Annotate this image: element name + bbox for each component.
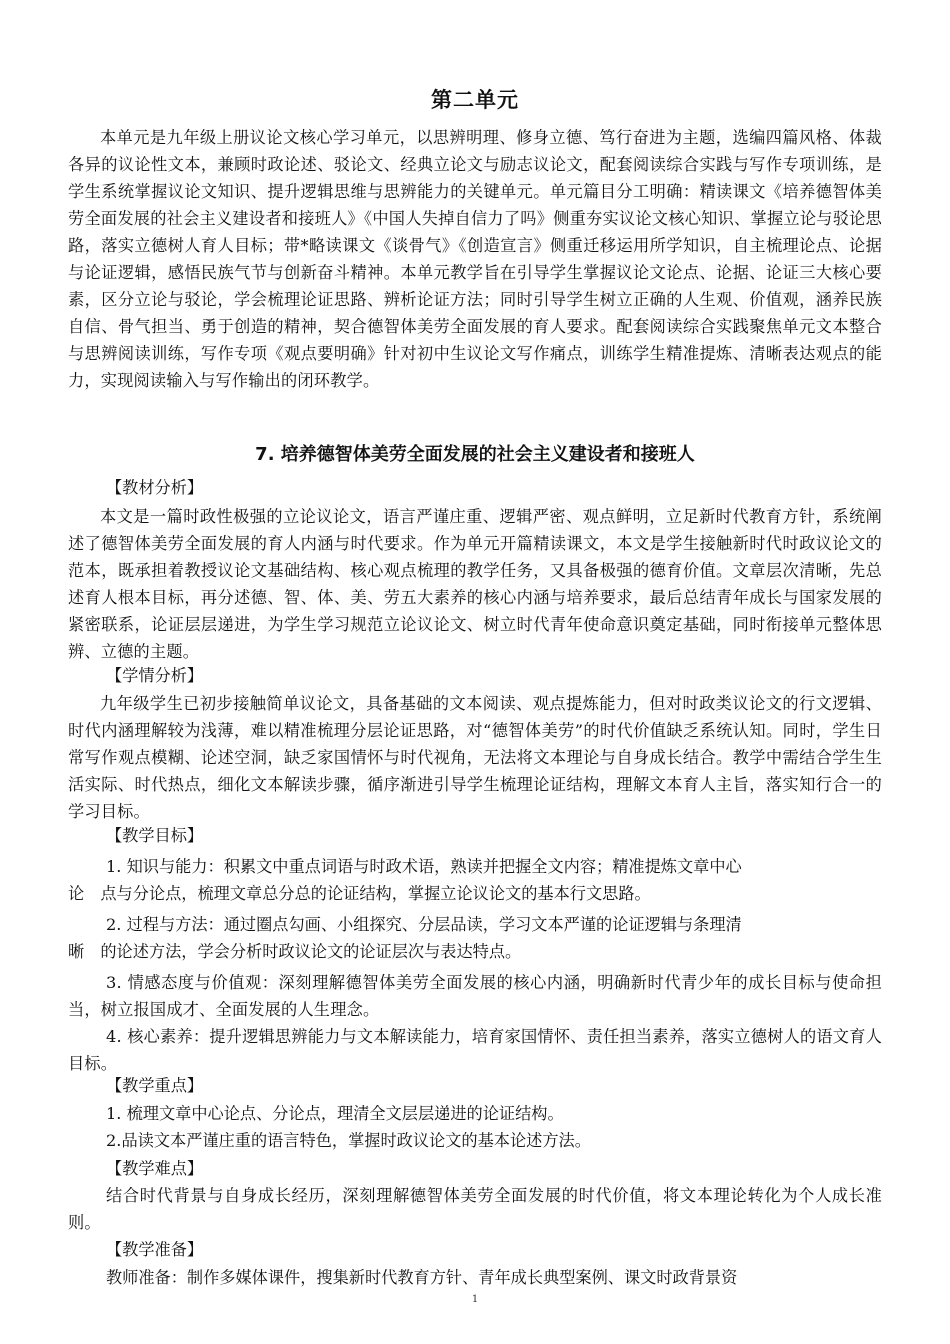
key-point-2: 2.品读文本严谨庄重的语言特色，掌握时政议论文的基本论述方法。 [106,1131,591,1150]
key-points-heading: 【教学重点】 [106,1076,204,1095]
goal-1-line-2: 论 点与分论点，梳理文章总分总的论证结构，掌握立论议论文的基本行文思路。 [68,884,651,903]
lesson-title: 7. 培养德智体美劳全面发展的社会主义建设者和接班人 [255,444,695,465]
page-number: 1 [471,1294,479,1305]
difficulty-heading: 【教学难点】 [106,1159,204,1178]
preparation-body: 教师准备：制作多媒体课件，搜集新时代教育方针、青年成长典型案例、课文时政背景资 [106,1268,738,1287]
goal-3: 3. 情感态度与价值观：深刻理解德智体美劳全面发展的核心内涵，明确新时代青少年的成长目标与使命担当，树立报国成才、全面发展的人生理念。 [68,973,882,1019]
teaching-goals-heading: 【教学目标】 [106,826,204,845]
unit-intro-paragraph: 本单元是九年级上册议论文核心学习单元，以思辨明理、修身立德、笃行奋进为主题，选编四篇风格、体裁各异的议论性文本，兼顾时政论述、驳论文、经典立论文与励志议论文，配套阅读综合实践与写作专项训练，是学生系统掌握议论文知识、提升逻辑思维与思辨能力的关键单元。单元篇目分工明确：精读课文《培养德智体美劳全面发展的社会主义建设者和接班人》《中国人失掉自信力了吗》侧重夯实议论文核心知识、掌握立论与驳论思路，落实立德树人育人目标；带*略读课文《谈骨气》《创造宣言》侧重迁移运用所学知识，自主梳理论点、论据与论证逻辑，感悟民族气节与创新奋斗精神。本单元教学旨在引导学生掌握议论文论点、论据、论证三大核心要素，区分立论与驳论，学会梳理论证思路、辨析论证方法；同时引导学生树立正确的人生观、价值观，涵养民族自信、骨气担当、勇于创造的精神，契合德智体美劳全面发展的育人要求。配套阅读综合实践聚焦单元文本整合与思辨阅读训练，写作专项《观点要明确》针对初中生议论文写作痛点，训练学生精准提炼、清晰表达观点的能力，实现阅读输入与写作输出的闭环教学。 [68,128,882,390]
preparation-heading: 【教学准备】 [106,1240,204,1259]
learner-analysis-body: 九年级学生已初步接触简单议论文，具备基础的文本阅读、观点提炼能力，但对时政类议论文的行文逻辑、时代内涵理解较为浅薄，难以精准梳理分层论证思路，对“德智体美劳”的时代价值缺乏系统认知。同时，学生日常写作观点模糊、论述空洞，缺乏家国情怀与时代视角，无法将文本理论与自身成长结合。教学中需结合学生生活实际、时代热点，细化文本解读步骤，循序渐进引导学生梳理论证结构，理解文本育人主旨，落实知行合一的学习目标。 [68,694,882,821]
goal-4: 4. 核心素养：提升逻辑思辨能力与文本解读能力，培育家国情怀、责任担当素养，落实立德树人的语文育人目标。 [68,1027,882,1073]
textbook-analysis-heading: 【教材分析】 [106,478,204,497]
difficulty-body: 结合时代背景与自身成长经历，深刻理解德智体美劳全面发展的时代价值，将文本理论转化为个人成长准则。 [68,1186,882,1232]
textbook-analysis-body: 本文是一篇时政性极强的立论议论文，语言严谨庄重、逻辑严密、观点鲜明，立足新时代教育方针，系统阐述了德智体美劳全面发展的育人内涵与时代要求。作为单元开篇精读课文，本文是学生接触新时代时政议论文的范本，既承担着教授议论文基础结构、核心观点梳理的教学任务，又具备极强的德育价值。文章层次清晰，先总述育人根本目标，再分述德、智、体、美、劳五大素养的核心内涵与培养要求，最后总结青年成长与国家发展的紧密联系，论证层层递进，为学生学习规范立论议论文、树立时代青年使命意识奠定基础，同时衔接单元整体思辨、立德的主题。 [68,507,882,661]
goal-2-line-1: 2. 过程与方法：通过圈点勾画、小组探究、分层品读，学习文本严谨的论证逻辑与条理清 [106,915,742,934]
goal-2-line-2: 晰 的论述方法，学会分析时政议论文的论证层次与表达特点。 [68,942,522,961]
unit-title: 第二单元 [431,88,519,112]
learner-analysis-heading: 【学情分析】 [106,666,204,685]
key-point-1: 1. 梳理文章中心论点、分论点，理清全文层层递进的论证结构。 [106,1104,564,1123]
goal-1-line-1: 1. 知识与能力：积累文中重点词语与时政术语，熟读并把握全文内容；精准提炼文章中心 [106,857,742,876]
